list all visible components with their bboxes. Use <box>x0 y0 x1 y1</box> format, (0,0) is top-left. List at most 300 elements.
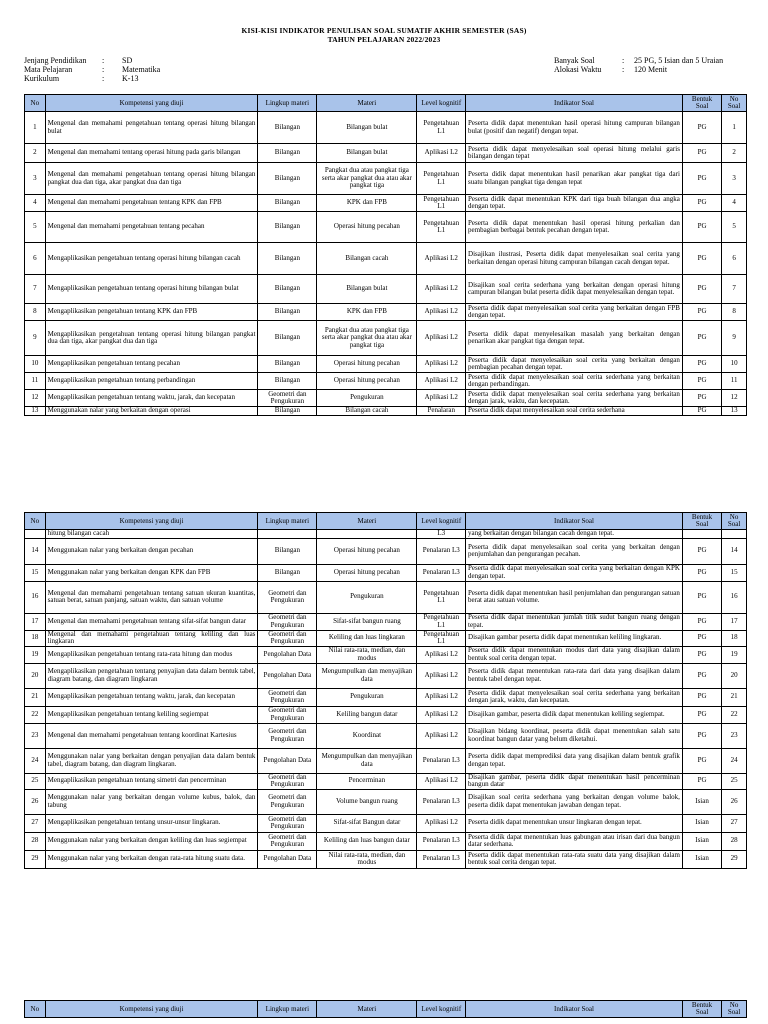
cell-kd: Menggunakan nalar yang berkaitan dengan KPK dan FPB <box>45 564 258 581</box>
cell-indikator: Peserta didik dapat menyelesaikan masalah yang berkaitan dengan penarikan akar pangkat tiga dengan tepat. <box>466 321 683 356</box>
column-header-lingkup: Lingkup materi <box>258 1001 317 1018</box>
cell-no: 28 <box>25 832 46 850</box>
cell-lingkup: Bilangan <box>258 144 317 163</box>
cell-bentuk: PG <box>682 212 721 243</box>
cell-bentuk: PG <box>682 538 721 564</box>
cell-lingkup: Bilangan <box>258 275 317 304</box>
cell-indikator: Peserta didik dapat menentukan hasil operasi hitung perkalian dan pembagian berbagai bentuk pecahan dengan tepat. <box>466 212 683 243</box>
meta-row <box>24 65 160 74</box>
cell-lingkup: Geometri dan Pengukuran <box>258 773 317 789</box>
cell-indikator: Peserta didik dapat menyelesaikan soal cerita sederhana <box>466 407 683 416</box>
column-header-indikator: Indikator Soal <box>466 95 683 112</box>
cell-nosoal: 15 <box>722 564 747 581</box>
cell-materi: Pengukuran <box>317 390 417 407</box>
cell-bentuk: PG <box>682 688 721 706</box>
cell-indikator: Peserta didik dapat menentukan hasil penarikan akar pangkat tiga dari suatu bilangan pangkat tiga dengan tepat <box>466 163 683 195</box>
cell-nosoal: 14 <box>722 538 747 564</box>
cell-level: Aplikasi L2 <box>417 706 466 723</box>
table-row <box>25 723 747 748</box>
cell-materi: Pencerminan <box>317 773 417 789</box>
cell-indikator: Disajikan soal cerita sederhana yang berkaitan dengan operasi hitung campuran bilangan bulat peserta didik dapat menyelesaikan dengan tepat. <box>466 275 683 304</box>
cell-kd: Menggunakan nalar yang berkaitan dengan pecahan <box>45 538 258 564</box>
cell-materi: KPK dan FPB <box>317 304 417 321</box>
column-header-lingkup: Lingkup materi <box>258 95 317 112</box>
cell-no: 21 <box>25 688 46 706</box>
cell-lingkup: Bilangan <box>258 163 317 195</box>
cell-kd: Mengenal dan memahami pengetahuan tentang koordinat Kartesius <box>45 723 258 748</box>
cell-lingkup: Geometri dan Pengukuran <box>258 581 317 613</box>
cell-level: Aplikasi L2 <box>417 688 466 706</box>
cell-no: 15 <box>25 564 46 581</box>
table-row <box>25 321 747 356</box>
column-header-kd: Kompetensi yang diuji <box>45 1001 258 1018</box>
cell-lingkup: Pengolahan Data <box>258 663 317 688</box>
cell-nosoal: 13 <box>722 407 747 416</box>
cell-materi: Pengukuran <box>317 688 417 706</box>
cell-lingkup: Bilangan <box>258 243 317 275</box>
cell-level: Penalaran <box>417 407 466 416</box>
cell-level: Aplikasi L2 <box>417 243 466 275</box>
cell-lingkup: Geometri dan Pengukuran <box>258 613 317 630</box>
cell-nosoal: 17 <box>722 613 747 630</box>
cell-nosoal: 28 <box>722 832 747 850</box>
cell-materi: Sifat-sifat bangun ruang <box>317 613 417 630</box>
cell-kd: Mengenal dan memahami pengetahuan tentang satuan ukuran kuantitas, satuan berat, satuan panjang, satuan waktu, dan satuan volume <box>45 581 258 613</box>
cell-lingkup: Geometri dan Pengukuran <box>258 832 317 850</box>
cell-indikator: Disajikan soal cerita sederhana yang berkaitan dengan volume balok, peserta didik dapat menentukan jawaban dengan tepat. <box>466 789 683 814</box>
cell-bentuk: PG <box>682 646 721 663</box>
cell-bentuk: PG <box>682 112 721 144</box>
cell-indikator: Peserta didik dapat menentukan rata-rata dari data yang disajikan dalam bentuk tabel dengan tepat. <box>466 663 683 688</box>
cell-no: 18 <box>25 630 46 646</box>
meta-row <box>554 56 723 65</box>
column-header-nosoal: No Soal <box>722 95 747 112</box>
cell-nosoal: 20 <box>722 663 747 688</box>
cell-lingkup: Geometri dan Pengukuran <box>258 630 317 646</box>
cell-kd: Menggunakan nalar yang berkaitan dengan operasi <box>45 407 258 416</box>
meta-sep: : <box>102 65 105 74</box>
cell-bentuk: Isian <box>682 789 721 814</box>
table-row <box>25 112 747 144</box>
column-header-lingkup: Lingkup materi <box>258 513 317 530</box>
cell-indikator: Peserta didik dapat menyelesaikan soal operasi hitung melalui garis bilangan dengan tepat <box>466 144 683 163</box>
cell-indikator: yang berkaitan dengan bilangan cacah dengan tepat. <box>466 530 683 539</box>
table-row <box>25 688 747 706</box>
cell-kd: Mengenal dan memahami pengetahuan tentang keliling dan luas lingkaran <box>45 630 258 646</box>
cell-lingkup: Pengolahan Data <box>258 850 317 868</box>
table-row <box>25 613 747 630</box>
table-row <box>25 773 747 789</box>
kisi-table <box>24 512 747 869</box>
cell-bentuk: PG <box>682 630 721 646</box>
meta-sep: : <box>102 56 105 65</box>
cell-materi: Bilangan cacah <box>317 407 417 416</box>
cell-materi: Operasi hitung pecahan <box>317 373 417 390</box>
cell-level: Aplikasi L2 <box>417 646 466 663</box>
cell-lingkup: Bilangan <box>258 304 317 321</box>
cell-nosoal: 1 <box>722 112 747 144</box>
cell-kd: Mengaplikasikan pengetahuan tentang simetri dan pencerminan <box>45 773 258 789</box>
table-row <box>25 663 747 688</box>
cell-level: Aplikasi L2 <box>417 304 466 321</box>
cell-materi: Operasi hitung pecahan <box>317 356 417 373</box>
table-row <box>25 789 747 814</box>
cell-kd: Mengaplikasikan pengetahuan tentang unsur-unsur lingkaran. <box>45 814 258 832</box>
cell-materi: Mengumpulkan dan menyajikan data <box>317 663 417 688</box>
cell-materi: Mengumpulkan dan menyajikan data <box>317 748 417 773</box>
cell-bentuk: PG <box>682 581 721 613</box>
cell-materi: Volume bangun ruang <box>317 789 417 814</box>
table-row <box>25 814 747 832</box>
cell-bentuk: PG <box>682 390 721 407</box>
cell-nosoal: 27 <box>722 814 747 832</box>
cell-indikator: Peserta didik dapat menyelesaikan soal cerita yang berkaitan dengan penjumlahan dan pengurangan pecahan. <box>466 538 683 564</box>
cell-kd: Mengenal dan memahami pengetahuan tentang sifat-sifat bangun datar <box>45 613 258 630</box>
cell-bentuk: PG <box>682 564 721 581</box>
cell-materi: Operasi hitung pecahan <box>317 564 417 581</box>
cell-level: Penalaran L3 <box>417 832 466 850</box>
cell-level: Aplikasi L2 <box>417 814 466 832</box>
cell-materi: Bilangan bulat <box>317 144 417 163</box>
cell-level: Pengetahuan L1 <box>417 630 466 646</box>
cell-materi: Nilai rata-rata, median, dan modus <box>317 646 417 663</box>
cell-nosoal: 7 <box>722 275 747 304</box>
cell-no: 29 <box>25 850 46 868</box>
cell-materi: Koordinat <box>317 723 417 748</box>
cell-lingkup: Bilangan <box>258 212 317 243</box>
cell-indikator: Peserta didik dapat menentukan KPK dari tiga buah bilangan dua angka dengan tepat. <box>466 195 683 212</box>
meta-sep: : <box>622 65 625 74</box>
cell-indikator: Peserta didik dapat menentukan luas gabungan atau irisan dari dua bangun datar sederhana. <box>466 832 683 850</box>
meta-sep: : <box>622 56 625 65</box>
cell-bentuk: PG <box>682 373 721 390</box>
cell-kd: hitung bilangan cacah <box>45 530 258 539</box>
cell-kd: Mengenal dan memahami pengetahuan tentang operasi hitung bilangan pangkat dua dan tiga, akar pangkat dua dan tiga <box>45 163 258 195</box>
table-row <box>25 390 747 407</box>
cell-no: 12 <box>25 390 46 407</box>
cell-indikator: Peserta didik dapat menyelesaikan soal cerita sederhana yang berkaitan dengan jarak, waktu, dan kecepatan. <box>466 688 683 706</box>
cell-level: Pengetahuan L1 <box>417 613 466 630</box>
cell-indikator: Peserta didik dapat menentukan rata-rata suatu data yang disajikan dalam bentuk soal cerita dengan tepat. <box>466 850 683 868</box>
cell-nosoal: 21 <box>722 688 747 706</box>
meta-sep: : <box>102 74 105 83</box>
column-header-no: No <box>25 513 46 530</box>
cell-no: 25 <box>25 773 46 789</box>
cell-nosoal: 19 <box>722 646 747 663</box>
table-row <box>25 530 747 539</box>
cell-bentuk: PG <box>682 304 721 321</box>
cell-materi: Nilai rata-rata, median, dan modus <box>317 850 417 868</box>
cell-nosoal: 6 <box>722 243 747 275</box>
cell-level: Aplikasi L2 <box>417 723 466 748</box>
cell-kd: Menggunakan nalar yang berkaitan dengan volume kubus, balok, dan tabung <box>45 789 258 814</box>
cell-lingkup: Geometri dan Pengukuran <box>258 706 317 723</box>
cell-kd: Mengaplikasikan pengetahuan tentang waktu, jarak, dan kecepatan <box>45 390 258 407</box>
cell-lingkup: Pengolahan Data <box>258 748 317 773</box>
cell-level: Penalaran L3 <box>417 748 466 773</box>
table-row <box>25 356 747 373</box>
meta-label: Kurikulum <box>24 74 60 83</box>
column-header-level: Level kognitif <box>417 95 466 112</box>
table-header-row <box>25 1001 747 1018</box>
cell-materi: Pangkat dua atau pangkat tiga serta akar pangkat dua atau akar pangkat tiga <box>317 163 417 195</box>
cell-kd: Mengaplikasikan pengetahuan tentang operasi hitung bilangan pangkat dua dan tiga, akar pangkat dua dan tiga <box>45 321 258 356</box>
column-header-materi: Materi <box>317 95 417 112</box>
cell-level: Penalaran L3 <box>417 789 466 814</box>
table-row <box>25 850 747 868</box>
table-row <box>25 581 747 613</box>
table-row <box>25 564 747 581</box>
table-row <box>25 706 747 723</box>
cell-no: 13 <box>25 407 46 416</box>
kisi-table <box>24 1000 747 1018</box>
table-row <box>25 832 747 850</box>
meta-right <box>554 56 723 74</box>
table-row <box>25 373 747 390</box>
cell-nosoal: 4 <box>722 195 747 212</box>
cell-bentuk: PG <box>682 706 721 723</box>
meta-value: SD <box>122 56 133 65</box>
column-header-level: Level kognitif <box>417 513 466 530</box>
table-row <box>25 748 747 773</box>
cell-lingkup: Bilangan <box>258 407 317 416</box>
cell-indikator: Peserta didik dapat menentukan hasil operasi hitung campuran bilangan bulat (positif dan negatif) dengan tepat. <box>466 112 683 144</box>
cell-kd: Mengaplikasikan pengetahuan tentang rata-rata hitung dan modus <box>45 646 258 663</box>
table-row <box>25 407 747 416</box>
cell-level: Penalaran L3 <box>417 850 466 868</box>
table-row <box>25 163 747 195</box>
cell-no: 3 <box>25 163 46 195</box>
cell-kd: Menggunakan nalar yang berkaitan dengan keliling dan luas segiempat <box>45 832 258 850</box>
column-header-kd: Kompetensi yang diuji <box>45 513 258 530</box>
cell-level: Aplikasi L2 <box>417 773 466 789</box>
cell-no <box>25 530 46 539</box>
cell-kd: Mengaplikasikan pengetahuan tentang penyajian data dalam bentuk tabel, diagram batang, dan diagram lingkaran <box>45 663 258 688</box>
cell-materi: Bilangan bulat <box>317 275 417 304</box>
cell-bentuk: PG <box>682 773 721 789</box>
cell-bentuk: PG <box>682 663 721 688</box>
cell-materi: Keliling dan luas bangun datar <box>317 832 417 850</box>
cell-no: 27 <box>25 814 46 832</box>
cell-no: 7 <box>25 275 46 304</box>
cell-kd: Mengaplikasikan pengetahuan tentang operasi hitung bilangan bulat <box>45 275 258 304</box>
cell-nosoal: 18 <box>722 630 747 646</box>
cell-level: Aplikasi L2 <box>417 144 466 163</box>
cell-bentuk: PG <box>682 723 721 748</box>
cell-no: 10 <box>25 356 46 373</box>
cell-lingkup: Bilangan <box>258 112 317 144</box>
meta-value: 120 Menit <box>634 65 668 74</box>
column-header-materi: Materi <box>317 513 417 530</box>
cell-level: Aplikasi L2 <box>417 663 466 688</box>
table-row <box>25 646 747 663</box>
cell-lingkup: Bilangan <box>258 195 317 212</box>
cell-materi: Operasi hitung pecahan <box>317 212 417 243</box>
cell-lingkup <box>258 530 317 539</box>
column-header-bentuk: Bentuk Soal <box>682 513 721 530</box>
table-row <box>25 538 747 564</box>
cell-kd: Mengenal dan memahami pengetahuan tentang KPK dan FPB <box>45 195 258 212</box>
column-header-nosoal: No Soal <box>722 1001 747 1018</box>
cell-no: 4 <box>25 195 46 212</box>
cell-indikator: Peserta didik dapat menentukan hasil penjumlahan dan pengurangan satuan berat atau satuan volume. <box>466 581 683 613</box>
document-title: KISI-KISI INDIKATOR PENULISAN SOAL SUMATIF AKHIR SEMESTER (SAS) <box>241 26 527 35</box>
cell-lingkup: Geometri dan Pengukuran <box>258 789 317 814</box>
cell-indikator: Disajikan gambar, peserta didik dapat menentukan keliling segiempat. <box>466 706 683 723</box>
cell-no: 23 <box>25 723 46 748</box>
cell-level: Aplikasi L2 <box>417 275 466 304</box>
cell-kd: Mengaplikasikan pengetahuan tentang waktu, jarak, dan kecepatan <box>45 688 258 706</box>
cell-lingkup: Pengolahan Data <box>258 646 317 663</box>
table-row <box>25 243 747 275</box>
cell-materi: KPK dan FPB <box>317 195 417 212</box>
column-header-kd: Kompetensi yang diuji <box>45 95 258 112</box>
cell-bentuk: PG <box>682 613 721 630</box>
cell-bentuk: PG <box>682 243 721 275</box>
meta-row <box>24 74 160 83</box>
meta-row <box>24 56 160 65</box>
cell-indikator: Peserta didik dapat menentukan unsur lingkaran dengan tepat. <box>466 814 683 832</box>
cell-level: Pengetahuan L1 <box>417 112 466 144</box>
cell-lingkup: Bilangan <box>258 321 317 356</box>
cell-level: Aplikasi L2 <box>417 373 466 390</box>
cell-indikator: Peserta didik dapat menyelesaikan soal cerita yang berkaitan dengan pembagian pecahan dengan tepat. <box>466 356 683 373</box>
cell-indikator: Peserta didik dapat menyelesaikan soal cerita yang berkaitan dengan FPB dengan tepat. <box>466 304 683 321</box>
table-header-row <box>25 513 747 530</box>
cell-nosoal: 3 <box>722 163 747 195</box>
cell-bentuk: PG <box>682 407 721 416</box>
column-header-level: Level kognitif <box>417 1001 466 1018</box>
cell-nosoal: 2 <box>722 144 747 163</box>
cell-level: Penalaran L3 <box>417 564 466 581</box>
cell-nosoal: 5 <box>722 212 747 243</box>
cell-no: 6 <box>25 243 46 275</box>
cell-lingkup: Bilangan <box>258 538 317 564</box>
document-subtitle: TAHUN PELAJARAN 2022/2023 <box>327 35 441 44</box>
cell-indikator: Peserta didik dapat menentukan modus dari data yang disajikan dalam bentuk soal cerita dengan tepat. <box>466 646 683 663</box>
cell-materi: Keliling dan luas lingkaran <box>317 630 417 646</box>
cell-indikator: Peserta didik dapat menentukan jumlah titik sudut bangun ruang dengan tepat. <box>466 613 683 630</box>
cell-nosoal <box>722 530 747 539</box>
cell-kd: Mengaplikasikan pengetahuan tentang operasi hitung bilangan cacah <box>45 243 258 275</box>
cell-indikator: Peserta didik dapat menyelesaikan soal cerita yang berkaitan dengan KPK dengan tepat. <box>466 564 683 581</box>
cell-materi: Operasi hitung pecahan <box>317 538 417 564</box>
cell-level: Aplikasi L2 <box>417 321 466 356</box>
cell-bentuk: PG <box>682 144 721 163</box>
cell-level: Penalaran L3 <box>417 538 466 564</box>
cell-bentuk: Isian <box>682 832 721 850</box>
cell-kd: Mengaplikasikan pengetahuan tentang perbandingan <box>45 373 258 390</box>
cell-bentuk <box>682 530 721 539</box>
cell-no: 14 <box>25 538 46 564</box>
cell-materi: Sifat-sifat Bangun datar <box>317 814 417 832</box>
cell-lingkup: Bilangan <box>258 356 317 373</box>
cell-nosoal: 29 <box>722 850 747 868</box>
cell-nosoal: 12 <box>722 390 747 407</box>
cell-materi: Keliling bangun datar <box>317 706 417 723</box>
kisi-table <box>24 94 747 416</box>
cell-lingkup: Bilangan <box>258 564 317 581</box>
column-header-bentuk: Bentuk Soal <box>682 1001 721 1018</box>
meta-label: Jenjang Pendidikan <box>24 56 87 65</box>
column-header-indikator: Indikator Soal <box>466 513 683 530</box>
cell-no: 17 <box>25 613 46 630</box>
cell-no: 20 <box>25 663 46 688</box>
cell-no: 9 <box>25 321 46 356</box>
meta-value: Matematika <box>122 65 161 74</box>
cell-no: 1 <box>25 112 46 144</box>
cell-lingkup: Geometri dan Pengukuran <box>258 390 317 407</box>
cell-no: 26 <box>25 789 46 814</box>
cell-lingkup: Geometri dan Pengukuran <box>258 688 317 706</box>
cell-bentuk: PG <box>682 163 721 195</box>
cell-nosoal: 8 <box>722 304 747 321</box>
cell-materi: Bilangan bulat <box>317 112 417 144</box>
table-row <box>25 212 747 243</box>
meta-left <box>24 56 160 83</box>
cell-no: 22 <box>25 706 46 723</box>
cell-no: 19 <box>25 646 46 663</box>
cell-nosoal: 22 <box>722 706 747 723</box>
cell-nosoal: 11 <box>722 373 747 390</box>
cell-nosoal: 25 <box>722 773 747 789</box>
cell-level: Aplikasi L2 <box>417 390 466 407</box>
column-header-nosoal: No Soal <box>722 513 747 530</box>
cell-kd: Mengenal dan memahami pengetahuan tentang pecahan <box>45 212 258 243</box>
cell-nosoal: 23 <box>722 723 747 748</box>
cell-kd: Menggunakan nalar yang berkaitan dengan penyajian data dalam bentuk tabel, diagram batang, dan diagram lingkaran. <box>45 748 258 773</box>
table-row <box>25 275 747 304</box>
table-row <box>25 195 747 212</box>
cell-lingkup: Bilangan <box>258 373 317 390</box>
cell-no: 2 <box>25 144 46 163</box>
cell-level: Pengetahuan L1 <box>417 581 466 613</box>
table-row <box>25 144 747 163</box>
cell-kd: Mengaplikasikan pengetahuan tentang keliling segiempat <box>45 706 258 723</box>
cell-indikator: Disajikan bidang koordinat, peserta didik dapat menentukan salah satu koordinat bangun datar yang belum diketahui. <box>466 723 683 748</box>
cell-nosoal: 10 <box>722 356 747 373</box>
meta-value: K-13 <box>122 74 139 83</box>
cell-bentuk: PG <box>682 195 721 212</box>
cell-bentuk: PG <box>682 321 721 356</box>
column-header-materi: Materi <box>317 1001 417 1018</box>
cell-bentuk: Isian <box>682 814 721 832</box>
cell-indikator: Peserta didik dapat menyelesaikan soal cerita sederhana yang berkaitan dengan jarak, waktu, dan kecepatan. <box>466 390 683 407</box>
meta-value: 25 PG, 5 Isian dan 5 Uraian <box>634 56 724 65</box>
cell-kd: Mengenal dan memahami pengetahuan tentang operasi hitung bilangan bulat <box>45 112 258 144</box>
cell-kd: Menggunakan nalar yang berkaitan dengan rata-rata hitung suatu data. <box>45 850 258 868</box>
cell-kd: Mengenal dan memahami tentang operasi hitung pada garis bilangan <box>45 144 258 163</box>
cell-level: L3 <box>417 530 466 539</box>
meta-label: Mata Pelajaran <box>24 65 73 74</box>
meta-row <box>554 65 723 74</box>
cell-indikator: Disajikan gambar peserta didik dapat menentukan keliling lingkaran. <box>466 630 683 646</box>
column-header-no: No <box>25 95 46 112</box>
table-row <box>25 304 747 321</box>
meta-label: Banyak Soal <box>554 56 595 65</box>
cell-indikator: Peserta didik dapat memprediksi data yang disajikan dalam bentuk grafik dengan tepat. <box>466 748 683 773</box>
meta-label: Alokasi Waktu <box>554 65 602 74</box>
cell-level: Pengetahuan L1 <box>417 212 466 243</box>
cell-materi: Pengukuran <box>317 581 417 613</box>
cell-lingkup: Geometri dan Pengukuran <box>258 814 317 832</box>
cell-level: Pengetahuan L1 <box>417 195 466 212</box>
cell-kd: Mengaplikasikan pengetahuan tentang KPK dan FPB <box>45 304 258 321</box>
cell-level: Pengetahuan L1 <box>417 163 466 195</box>
cell-bentuk: PG <box>682 275 721 304</box>
cell-nosoal: 16 <box>722 581 747 613</box>
cell-no: 24 <box>25 748 46 773</box>
